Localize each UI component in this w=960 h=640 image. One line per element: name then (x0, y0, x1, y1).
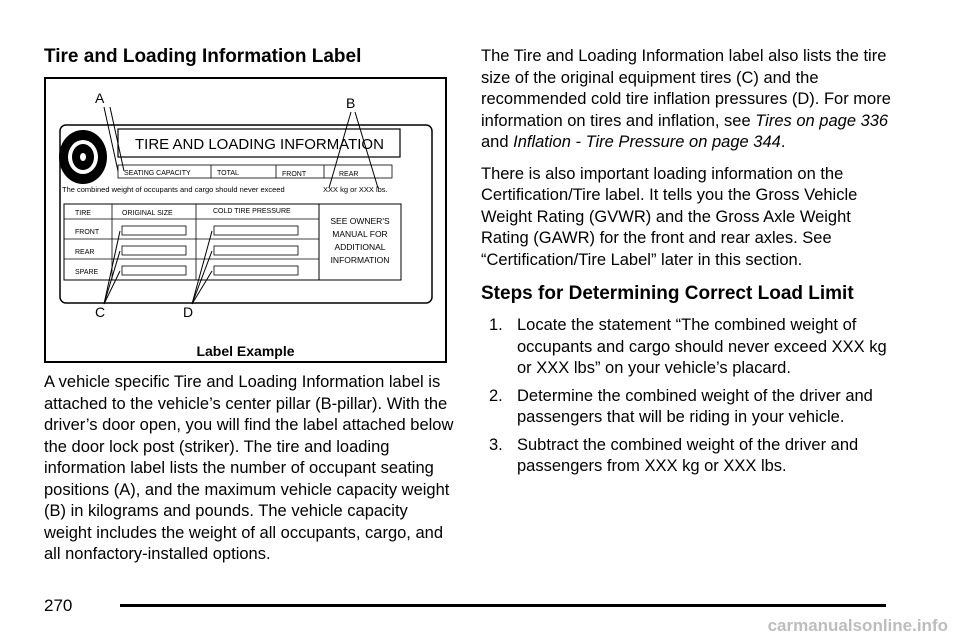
table-row-rear: REAR (75, 249, 95, 256)
tire-icon (59, 130, 107, 184)
callout-d: D (183, 304, 194, 320)
step-text: Determine the combined weight of the driver and passengers that will be riding in your vehicle. (517, 386, 873, 426)
rear-label: REAR (339, 171, 359, 178)
owners-manual-line-3: ADDITIONAL (334, 242, 386, 252)
step-number: 3. (489, 435, 503, 454)
list-item (481, 386, 897, 429)
total-label: TOTAL (217, 170, 239, 177)
table-row-front: FRONT (75, 229, 100, 236)
section-heading-tire-label: Tire and Loading Information Label (44, 46, 362, 67)
paragraph-label-location: A vehicle specific Tire and Loading Information label is attached to the vehicle’s center pillar (B-pillar). With the driver’s door open, you will find the label attached below the door lock post (striker). The tire and loading information label lists the number of occupant seating positions (A), and the maximum vehicle capacity weight (B) in kilograms and pounds. The vehicle capacity weight includes the weight of all occupants, cargo, and all nonfactory-installed options. (44, 373, 454, 563)
paragraph-end: . (780, 133, 786, 151)
link-inflation-page: Inflation - Tire Pressure on page 344 (513, 133, 781, 151)
page-number: 270 (44, 596, 73, 615)
label-example-figure (44, 77, 447, 363)
paragraph-tire-size (481, 46, 901, 154)
step-number: 2. (489, 386, 503, 405)
footer-rule (120, 604, 886, 607)
callout-a: A (95, 90, 105, 106)
watermark-site: carmanualsonline.info (767, 616, 948, 635)
list-item (481, 435, 897, 478)
step-text: Locate the statement “The combined weight of occupants and cargo should never exceed XXX kg or XXX lbs” on your vehicle’s placard. (517, 316, 887, 377)
combined-weight-text: The combined weight of occupants and cargo should never exceed (62, 185, 285, 194)
label-title: TIRE AND LOADING INFORMATION (135, 136, 384, 153)
steps-list (481, 315, 901, 478)
link-tires-page: Tires on page 336 (755, 111, 889, 130)
step-number: 1. (489, 316, 503, 334)
table-row-spare: SPARE (75, 269, 99, 276)
tire-label-illustration (46, 79, 445, 361)
owners-manual-line-1: SEE OWNER'S (330, 216, 390, 226)
combined-weight-value: XXX kg or XXX lbs. (323, 185, 388, 194)
paragraph-and: and (481, 133, 514, 151)
step-text: Subtract the combined weight of the driver and passengers from XXX kg or XXX lbs. (517, 435, 859, 475)
front-label: FRONT (282, 171, 307, 178)
tire-table (64, 204, 319, 280)
section-heading-load-limit: Steps for Determining Correct Load Limit (481, 283, 854, 304)
table-header-tire: TIRE (75, 210, 91, 217)
owners-manual-line-2: MANUAL FOR (332, 229, 388, 239)
figure-caption: Label Example (196, 343, 295, 359)
table-header-original-size: ORIGINAL SIZE (122, 210, 173, 217)
seating-capacity-label: SEATING CAPACITY (124, 170, 191, 177)
owners-manual-line-4: INFORMATION (330, 255, 390, 265)
table-header-cold-tire-pressure: COLD TIRE PRESSURE (213, 208, 291, 215)
callout-b: B (346, 95, 356, 111)
callout-c: C (95, 304, 106, 320)
paragraph-tire-size-text: The Tire and Loading Information label also lists the tire size of the original equipment tires (C) and the recommended cold tire inflation pressures (D). For more information on tires and inflation, see (481, 47, 891, 130)
right-column (481, 46, 901, 484)
list-item (481, 315, 897, 380)
paragraph-certification: There is also important loading information on the Certification/Tire label. It tells you the Gross Vehicle Weight Rating (GVWR) and the Gross Axle Weight Rating (GAWR) for the front and rear axles. See “Certification/Tire Label” later in this section. (481, 164, 858, 269)
